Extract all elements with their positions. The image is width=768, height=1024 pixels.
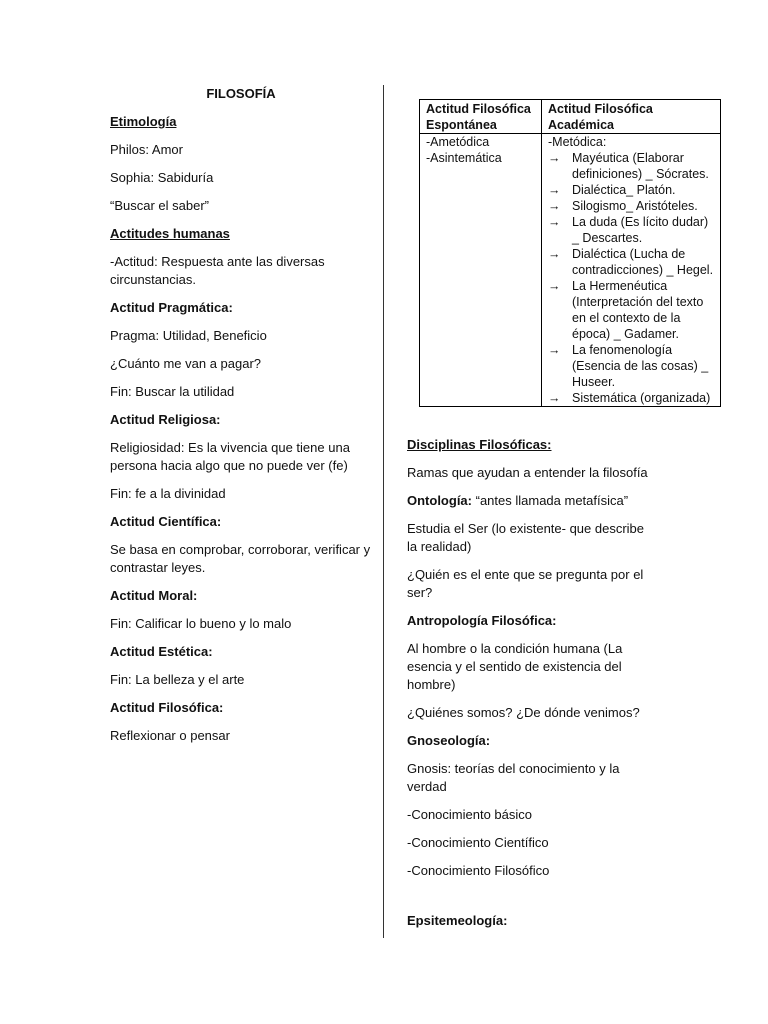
arrow-right-icon: → — [548, 151, 561, 165]
list-item: → La duda (Es lícito dudar) _ Descartes. — [548, 215, 709, 245]
fin-estetica-text: Fin: La belleza y el arte — [110, 672, 245, 687]
cientifica-heading: Actitud Científica: — [110, 514, 222, 529]
filosofica-heading: Actitud Filosófica: — [110, 700, 224, 715]
ramas-text: Ramas que ayudan a entender la filosofía — [407, 465, 648, 480]
ontologia-paragraph — [407, 492, 657, 510]
left-column — [110, 86, 372, 755]
etimologia-heading: Etimología — [110, 114, 177, 129]
estudia-text: Estudia el Ser (lo existente- que describe la realidad) — [407, 521, 645, 554]
hombre-text: Al hombre o la condición humana (La esencia y el sentido de existencia del hombre) — [407, 641, 623, 692]
pragma-text: Pragma: Utilidad, Beneficio — [110, 328, 267, 343]
table-header-academica: Actitud Filosófica Académica — [542, 100, 721, 134]
arrow-right-icon: → — [548, 199, 561, 213]
actitudes-heading: Actitudes humanas — [110, 226, 230, 241]
table-header-row — [420, 100, 721, 134]
estetica-heading: Actitud Estética: — [110, 644, 213, 659]
philos-text: Philos: Amor — [110, 142, 183, 157]
table-header-espontanea: Actitud Filosófica Espontánea — [420, 100, 542, 134]
arrow-right-icon: → — [548, 247, 561, 261]
table-row — [420, 134, 721, 407]
sophia-text: Sophia: Sabiduría — [110, 170, 214, 185]
gnosis-text: Gnosis: teorías del conocimiento y la verdad — [407, 761, 620, 794]
right-column — [407, 436, 657, 940]
cientifica-text: Se basa en comprobar, corroborar, verificar y contrastar leyes. — [110, 542, 371, 575]
quien-text: ¿Quién es el ente que se pregunta por el ser? — [407, 567, 644, 600]
pragmatica-heading: Actitud Pragmática: — [110, 300, 233, 315]
gnoseologia-heading: Gnoseología: — [407, 733, 491, 748]
ontologia-label: Ontología: — [407, 493, 472, 508]
espontanea-cell — [420, 134, 542, 407]
arrow-right-icon: → — [548, 183, 561, 197]
actitud-definition: -Actitud: Respuesta ante las diversas circunstancias. — [110, 254, 325, 287]
quienes-text: ¿Quiénes somos? ¿De dónde venimos? — [407, 705, 640, 720]
ontologia-text: “antes llamada metafísica” — [472, 493, 629, 508]
buscar-saber-text: “Buscar el saber” — [110, 198, 209, 213]
academica-cell — [542, 134, 721, 407]
list-item: → La fenomenología (Esencia de las cosas) _ Huseer. — [548, 343, 709, 389]
religiosa-heading: Actitud Religiosa: — [110, 412, 221, 427]
cuanto-text: ¿Cuánto me van a pagar? — [110, 356, 262, 371]
disciplinas-heading: Disciplinas Filosóficas: — [407, 437, 552, 452]
attitudes-table — [419, 99, 721, 407]
list-item: → Sistemática (organizada) — [548, 391, 711, 405]
fin-utilidad-text: Fin: Buscar la utilidad — [110, 384, 235, 399]
list-item: → Dialéctica_ Platón. — [548, 183, 676, 197]
filosofica-text: Reflexionar o pensar — [110, 728, 230, 743]
column-divider — [383, 85, 384, 938]
document-title: FILOSOFÍA — [206, 86, 276, 101]
arrow-right-icon: → — [548, 343, 561, 357]
list-item: → La Hermenéutica (Interpretación del texto en el contexto de la época) _ Gadamer. — [548, 279, 704, 341]
moral-heading: Actitud Moral: — [110, 588, 198, 603]
antropologia-heading: Antropología Filosófica: — [407, 613, 557, 628]
list-item: → Mayéutica (Elaborar definiciones) _ Sócrates. — [548, 151, 709, 181]
arrow-right-icon: → — [548, 391, 561, 405]
list-item: → Silogismo_ Aristóteles. — [548, 199, 698, 213]
conocimiento-cientifico: -Conocimiento Científico — [407, 835, 549, 850]
arrow-right-icon: → — [548, 215, 561, 229]
epistemologia-heading: Epsitemeología: — [407, 913, 508, 928]
metodica-label: -Metódica: — [548, 135, 607, 149]
fin-fe-text: Fin: fe a la divinidad — [110, 486, 226, 501]
fin-moral-text: Fin: Calificar lo bueno y lo malo — [110, 616, 292, 631]
list-item: -Asintemática — [426, 151, 502, 165]
conocimiento-basico: -Conocimiento básico — [407, 807, 533, 822]
list-item: -Ametódica — [426, 135, 490, 149]
conocimiento-filosofico: -Conocimiento Filosófico — [407, 863, 550, 878]
religiosidad-text: Religiosidad: Es la vivencia que tiene una persona hacia algo que no puede ver (fe) — [110, 440, 350, 473]
list-item: → Dialéctica (Lucha de contradicciones) _ Hegel. — [548, 247, 714, 277]
academica-list — [548, 150, 715, 406]
arrow-right-icon: → — [548, 279, 561, 293]
